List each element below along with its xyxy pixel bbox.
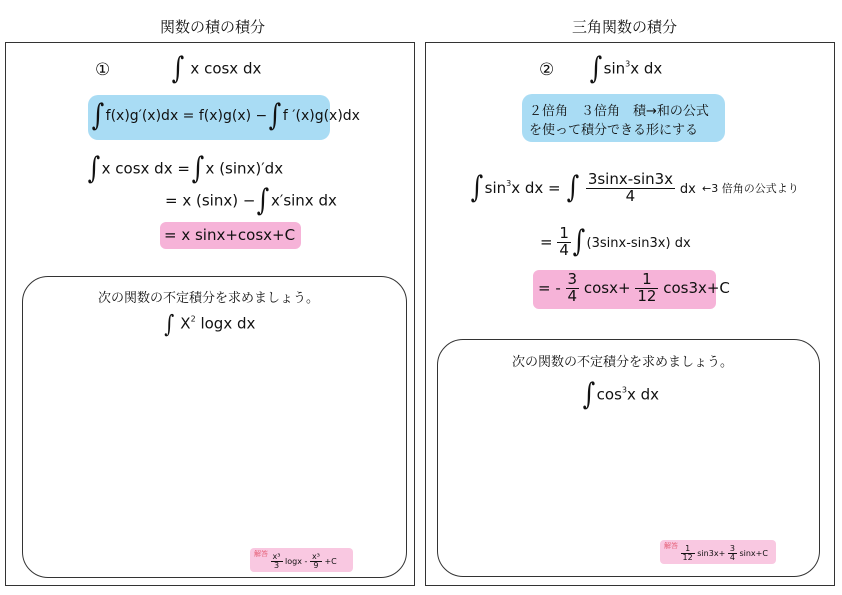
left-exercise-prompt: 次の関数の不定積分を求めましょう。 [98,291,320,306]
right-exercise-prompt: 次の関数の不定積分を求めましょう。 [512,355,734,370]
answer-fraction: $\frac{1}{12}$ [637,270,657,305]
left-step2: = x (sinx) −∫ x′sinx dx [165,183,337,218]
right-answer: = - $\frac{3}{4}$ cosx+ $\frac{1}{12}$ cos3x+C [538,270,730,305]
left-problem: ∫ x cosx dx [171,51,262,86]
left-exercise-expr: ∫ $X^2$ logx dx [164,310,256,338]
integral-sign: ∫ [171,51,185,86]
solution-fraction: $\frac{\text{x³}}{3}$ [272,551,281,570]
right-title: 三角関数の積分 [572,18,678,36]
answer-fraction: $\frac{3}{4}$ [567,270,578,305]
integral-sign: ∫ [191,151,204,186]
integral-sign: ∫ [470,170,484,206]
left-title: 関数の積の積分 [160,18,266,36]
left-step1: ∫ x cosx dx =∫ x (sinx)′dx [87,151,284,186]
integral-sign: ∫ [572,224,585,260]
left-answer: = x sinx+cosx+C [164,226,296,244]
right-problem: ∫ $\sin^3x$ dx [589,51,663,86]
formula-text: ∫ f(x)g′(x)dx = f(x)g(x) −∫ f ′(x)g(x)dx [91,98,360,133]
integral-sign: ∫ [87,151,101,186]
solution-fraction: $\frac{1}{12}$ [682,543,693,562]
solution-fraction: $\frac{\text{x³}}{9}$ [311,551,320,570]
integral-sign: ∫ [268,98,282,133]
right-step2: = $\frac{1}{4}$ ∫ (3sinx-sin3x) dx [540,224,691,260]
step2-fraction: $\frac{1}{4}$ [559,224,569,259]
integral-sign: ∫ [256,183,270,218]
integral-sign: ∫ [589,51,603,86]
right-exercise-expr: ∫ $\cos^3x$ dx [582,377,660,412]
integral-sign: ∫ [582,377,596,412]
right-step1: ∫ $\sin^3x$ dx = ∫ $\frac{3\sin x-\sin 3x}{4}$ dx [470,170,696,206]
hint-line2: を使って積分できる形にする [529,123,699,138]
integral-sign: ∫ [164,310,175,338]
integral-sign: ∫ [566,170,580,206]
right-problem-number: ② [539,60,555,80]
solution-label: 解答 [254,550,268,558]
right-solution: 解答 $\frac{1}{12}$ sin3x+ $\frac{3}{4}$ sinx+C [664,542,768,562]
integral-sign: ∫ [91,98,105,133]
solution-label: 解答 [664,542,678,550]
left-solution: 解答 $\frac{\text{x³}}{3}$ logx - $\frac{\text{x³}}{9}$ +C [254,550,337,570]
hint-line1: ２倍角 ３倍角 積→和の公式 [529,104,709,119]
solution-fraction: $\frac{3}{4}$ [729,543,735,562]
step1-fraction: $\frac{3\sin x-\sin 3x}{4}$ [587,170,674,205]
left-problem-number: ① [95,60,111,80]
triple-angle-note: ←3 倍角の公式より [702,182,799,195]
